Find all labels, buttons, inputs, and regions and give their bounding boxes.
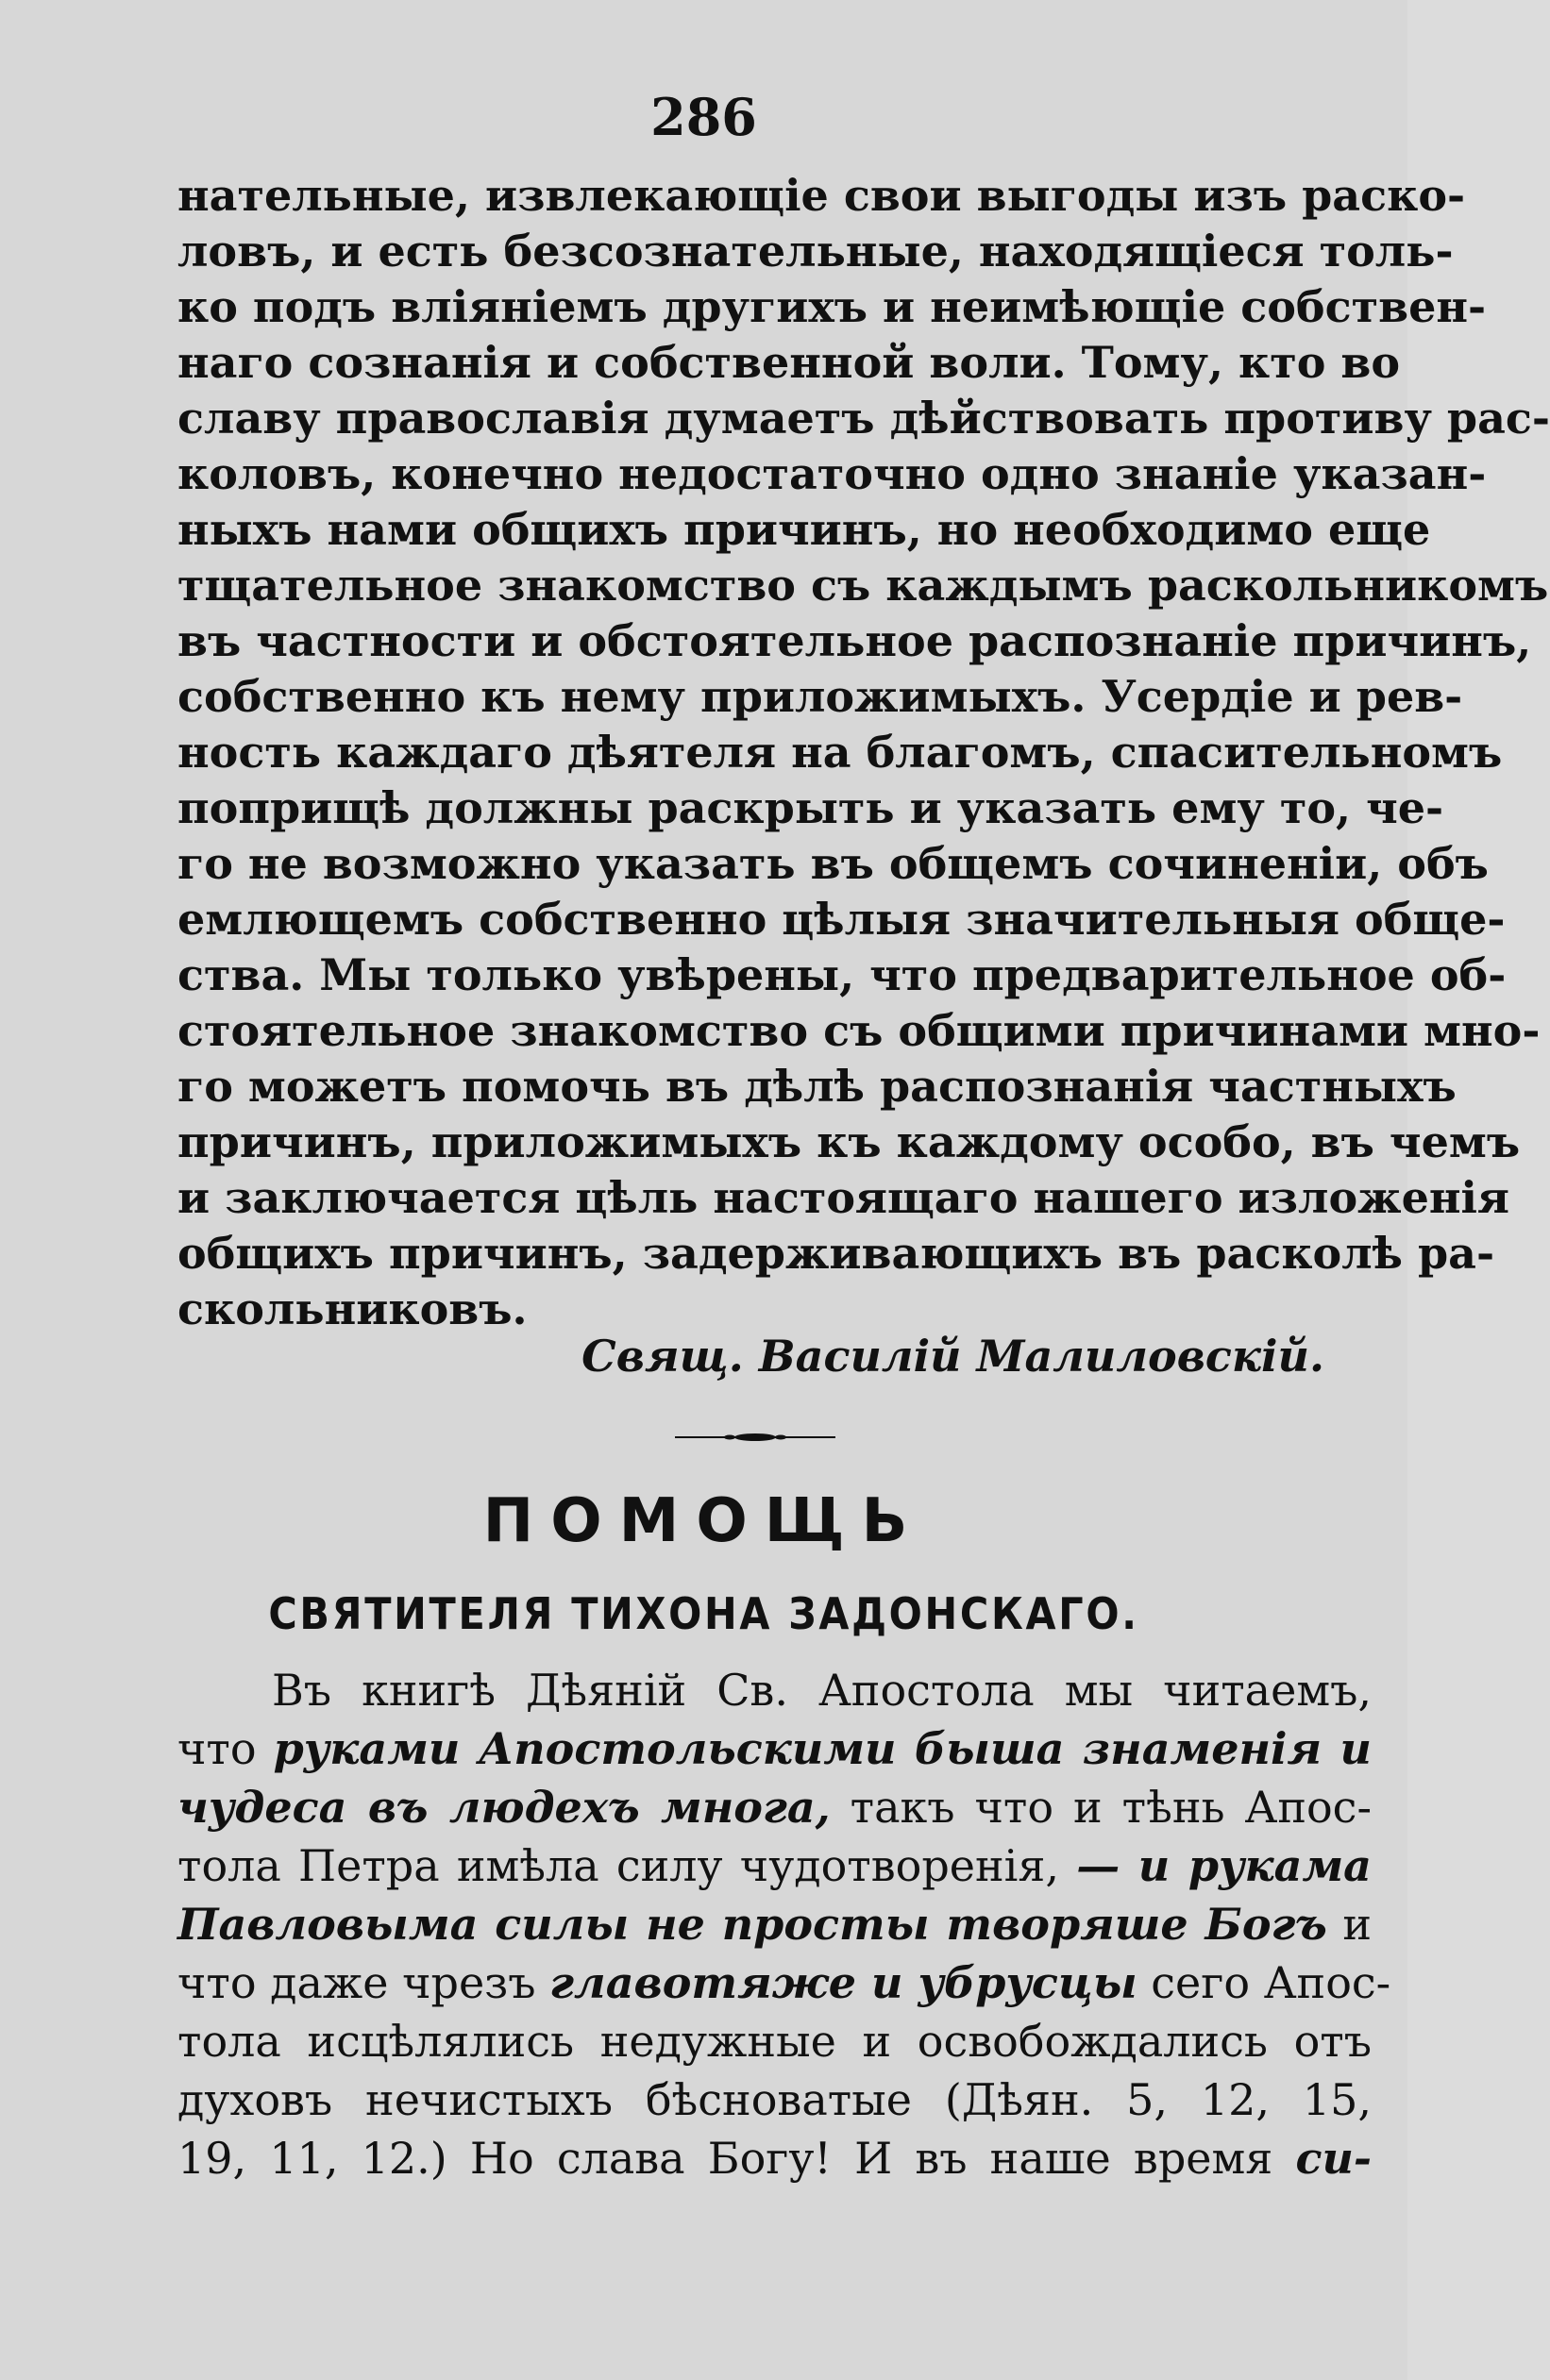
text-line: [177, 2129, 1372, 2187]
text-line: [177, 1778, 1372, 1836]
text-line: ность каждаго дѣятеля на благомъ, спасительномъ: [177, 727, 1503, 778]
italic-quote: Павловыма силы не просты творяше Богъ: [177, 1899, 1327, 1950]
section-subtitle: СВЯТИТЕЛЯ ТИХОНА ЗАДОНСКАГО.: [268, 1588, 1139, 1639]
ornamental-divider: [675, 1433, 835, 1442]
text-run: тола Петра имѣла силу чудотворенія,: [177, 1840, 1077, 1891]
text-line: ловъ, и есть безсознательные, находящіеся толь-: [177, 226, 1454, 277]
italic-quote: руками Апостольскими быша знаменія и: [273, 1723, 1372, 1774]
text-line: ко подъ вліяніемъ другихъ и неимѣющіе собствен-: [177, 281, 1487, 332]
text-line: коловъ, конечно недостаточно одно знаніе указан-: [177, 448, 1487, 499]
italic-quote: главотяже и убрусцы: [549, 1957, 1137, 2008]
text-line: [177, 1661, 1372, 1719]
text-line: тщательное знакомство съ каждымъ раскольникомъ: [177, 560, 1549, 611]
text-line: [177, 1895, 1372, 1953]
paragraph-continuation: [177, 168, 1550, 1337]
text-line: въ частности и обстоятельное распознаніе причинъ,: [177, 615, 1532, 666]
text-line: общихъ причинъ, задерживающихъ въ расколѣ ра-: [177, 1228, 1495, 1279]
text-line: причинъ, приложимыхъ къ каждому особо, въ чемъ: [177, 1116, 1521, 1167]
text-run: что: [177, 1723, 274, 1774]
text-run: духовъ нечистыхъ бѣсноватые (Дѣян. 5, 12, 15,: [177, 2074, 1372, 2125]
italic-quote: — и рукама: [1076, 1840, 1372, 1891]
text-line: го не возможно указать въ общемъ сочиненіи, объ: [177, 838, 1489, 889]
text-line: [177, 2012, 1372, 2070]
text-line: емлющемъ собственно цѣлыя значительныя обще-: [177, 894, 1506, 945]
text-line: поприщѣ должны раскрыть и указать ему то, че-: [177, 782, 1444, 833]
text-line: собственно къ нему приложимыхъ. Усердіе и рев-: [177, 671, 1463, 722]
text-line: стоятельное знакомство съ общими причинами мно-: [177, 1005, 1541, 1056]
text-line: [177, 1719, 1372, 1778]
paragraph-opening: [177, 1661, 1391, 2187]
text-run: тола исцѣлялись недужные и освобождались отъ: [177, 2016, 1372, 2067]
italic-quote: си-: [1295, 2133, 1372, 2184]
text-line: скольниковъ.: [177, 1283, 528, 1334]
text-line: нательные, извлекающіе свои выгоды изъ раско-: [177, 170, 1466, 221]
text-run: Въ книгѣ Дѣяній Св. Апостола мы читаемъ,: [272, 1665, 1372, 1716]
text-run: такъ что и тѣнь Апос-: [830, 1782, 1372, 1833]
text-line: славу православія думаетъ дѣйствовать противу рас-: [177, 393, 1550, 444]
text-run: и: [1326, 1899, 1372, 1950]
text-run: сего Апос-: [1137, 1957, 1391, 2008]
text-line: наго сознанія и собственной воли. Тому, кто во: [177, 337, 1401, 388]
text-line: ныхъ нами общихъ причинъ, но необходимо еще: [177, 504, 1431, 555]
text-line: и заключается цѣль настоящаго нашего изложенія: [177, 1172, 1509, 1223]
text-line: [177, 1953, 1391, 2012]
page-number: 286: [650, 87, 757, 147]
text-line: ства. Мы только увѣрены, что предварительное об-: [177, 949, 1507, 1000]
text-line: го можетъ помочь въ дѣлѣ распознанія частныхъ: [177, 1061, 1457, 1112]
text-run: что даже чрезъ: [177, 1957, 550, 2008]
section-title: ПОМОЩЬ: [482, 1486, 925, 1556]
italic-quote: чудеса въ людехъ многа,: [177, 1782, 831, 1833]
text-line: [177, 2070, 1372, 2129]
text-run: 19, 11, 12.) Но слава Богу! И въ наше время: [177, 2133, 1296, 2184]
text-line: [177, 1836, 1372, 1895]
author-signature: Свящ. Василій Малиловскій.: [581, 1331, 1324, 1382]
